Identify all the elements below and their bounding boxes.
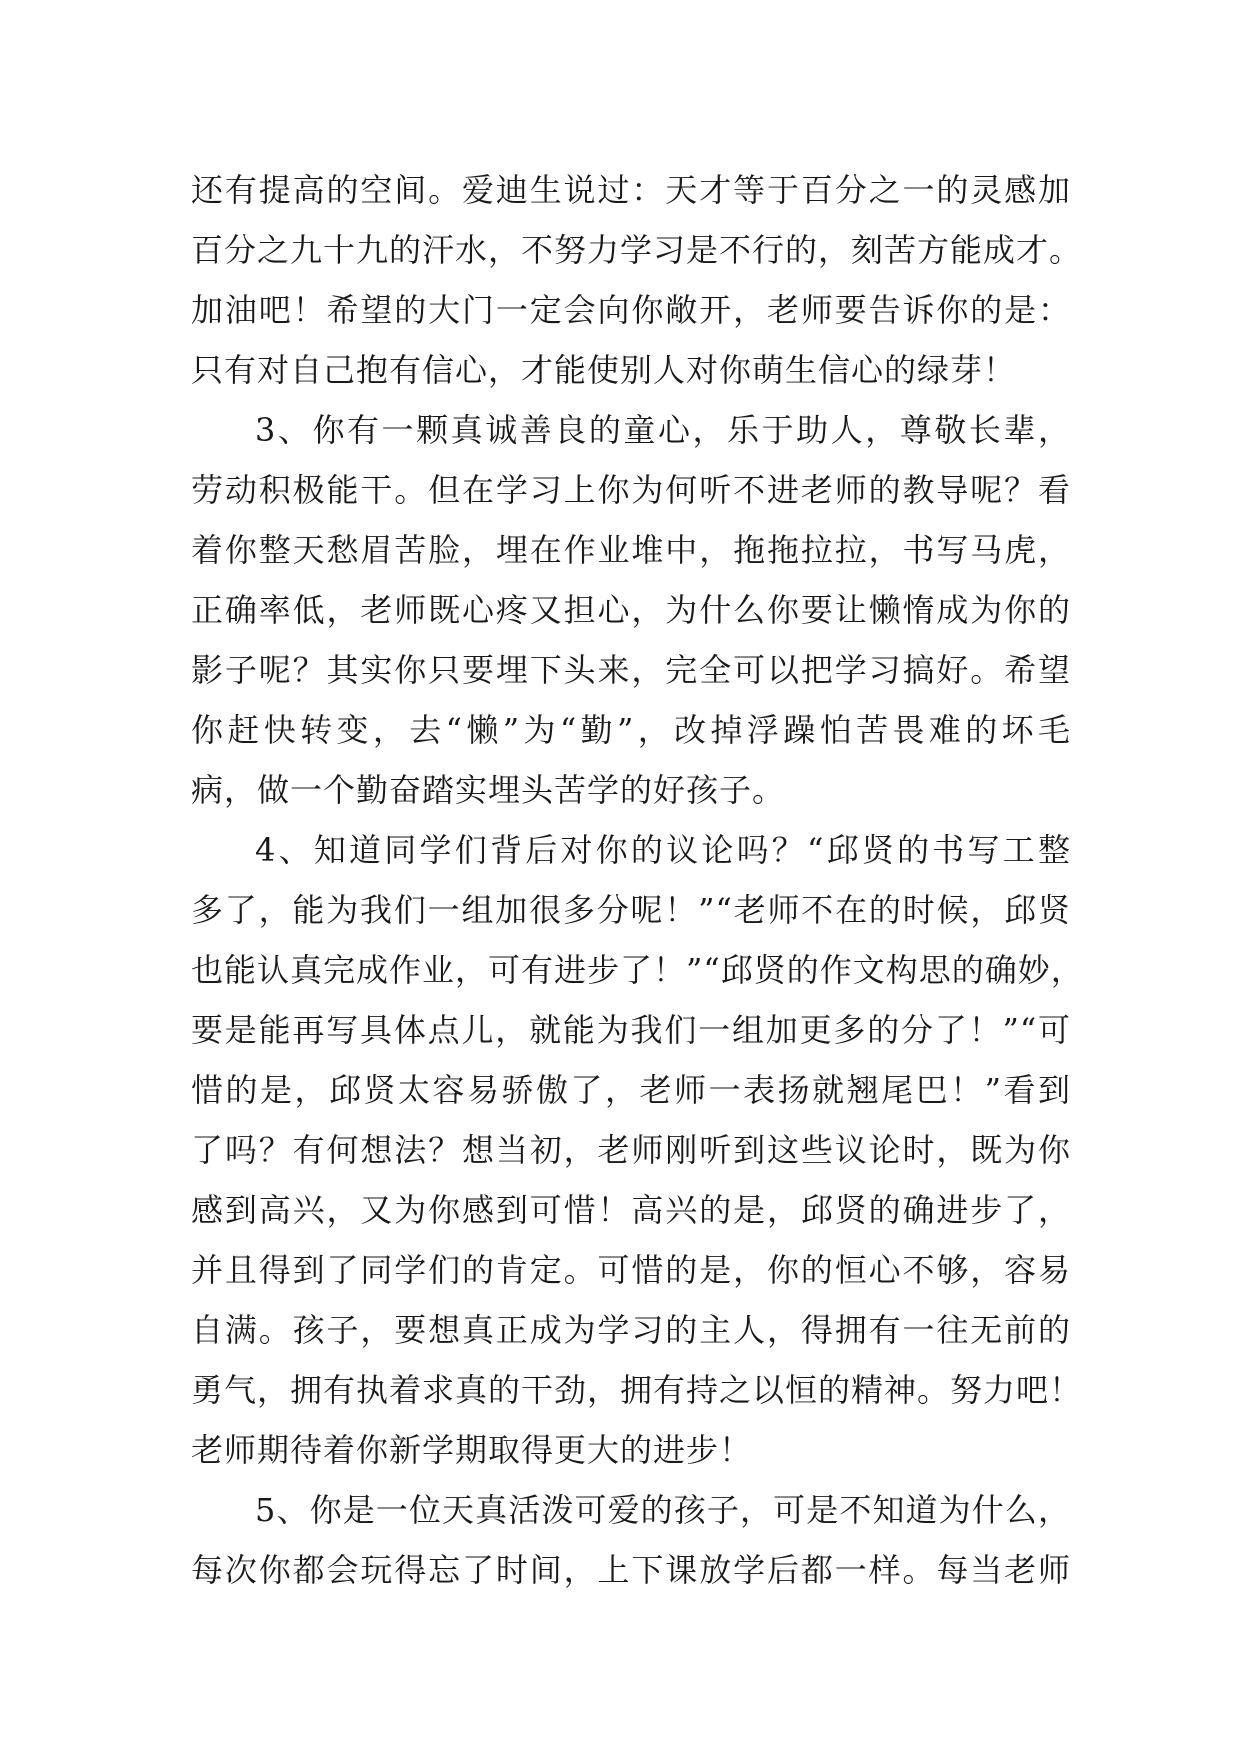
paragraph-4-first-line: 4、知道同学们背后对你的议论吗？“邱贤的书写工整 <box>255 831 1071 869</box>
text-line-2: 百分之九十九的汗水，不努力学习是不行的，刻苦方能成才。 <box>191 231 1083 269</box>
document-body <box>191 160 1084 1600</box>
text-line-18: 感到高兴，又为你感到可惜！高兴的是，邱贤的确进步了， <box>191 1191 1071 1229</box>
text-line-22: 老师期待着你新学期取得更大的进步！ <box>191 1431 753 1469</box>
text-line-13: 多了，能为我们一组加很多分呢！”“老师不在的时候，邱贤 <box>191 891 1071 929</box>
text-line-3: 加油吧！希望的大门一定会向你敞开，老师要告诉你的是： <box>191 291 1071 329</box>
text-line-16: 惜的是，邱贤太容易骄傲了，老师一表扬就翘尾巴！”看到 <box>191 1071 1071 1109</box>
text-line-9: 影子呢？其实你只要埋下头来，完全可以把学习搞好。希望 <box>191 651 1071 689</box>
text-line-8: 正确率低，老师既心疼又担心，为什么你要让懒惰成为你的 <box>191 591 1071 629</box>
text-line-4: 只有对自己抱有信心，才能使别人对你萌生信心的绿芽！ <box>191 351 1017 389</box>
text-line-19: 并且得到了同学们的肯定。可惜的是，你的恒心不够，容易 <box>191 1251 1071 1289</box>
paragraph-3-first-line: 3、你有一颗真诚善良的童心，乐于助人，尊敬长辈， <box>255 411 1071 449</box>
paragraph-5-first-line: 5、你是一位天真活泼可爱的孩子，可是不知道为什么， <box>255 1491 1071 1529</box>
text-line-11: 病，做一个勤奋踏实埋头苦学的好孩子。 <box>191 771 786 809</box>
text-line-1: 还有提高的空间。爱迪生说过：天才等于百分之一的灵感加 <box>191 171 1071 209</box>
text-line-17: 了吗？有何想法？想当初，老师刚听到这些议论时，既为你 <box>191 1131 1071 1169</box>
text-line-7: 着你整天愁眉苦脸，埋在作业堆中，拖拖拉拉，书写马虎， <box>191 531 1071 569</box>
text-line-10: 你赶快转变，去“懒”为“勤”，改掉浮躁怕苦畏难的坏毛 <box>191 711 1071 749</box>
text-line-15: 要是能再写具体点儿，就能为我们一组加更多的分了！”“可 <box>191 1011 1071 1049</box>
text-line-24: 每次你都会玩得忘了时间，上下课放学后都一样。每当老师 <box>191 1551 1071 1589</box>
text-line-14: 也能认真完成作业，可有进步了！”“邱贤的作文构思的确妙， <box>191 951 1084 989</box>
text-line-20: 自满。孩子，要想真正成为学习的主人，得拥有一往无前的 <box>191 1311 1071 1349</box>
text-line-21: 勇气，拥有执着求真的干劲，拥有持之以恒的精神。努力吧！ <box>191 1371 1083 1409</box>
text-line-6: 劳动积极能干。但在学习上你为何听不进老师的教导呢？看 <box>191 471 1071 509</box>
